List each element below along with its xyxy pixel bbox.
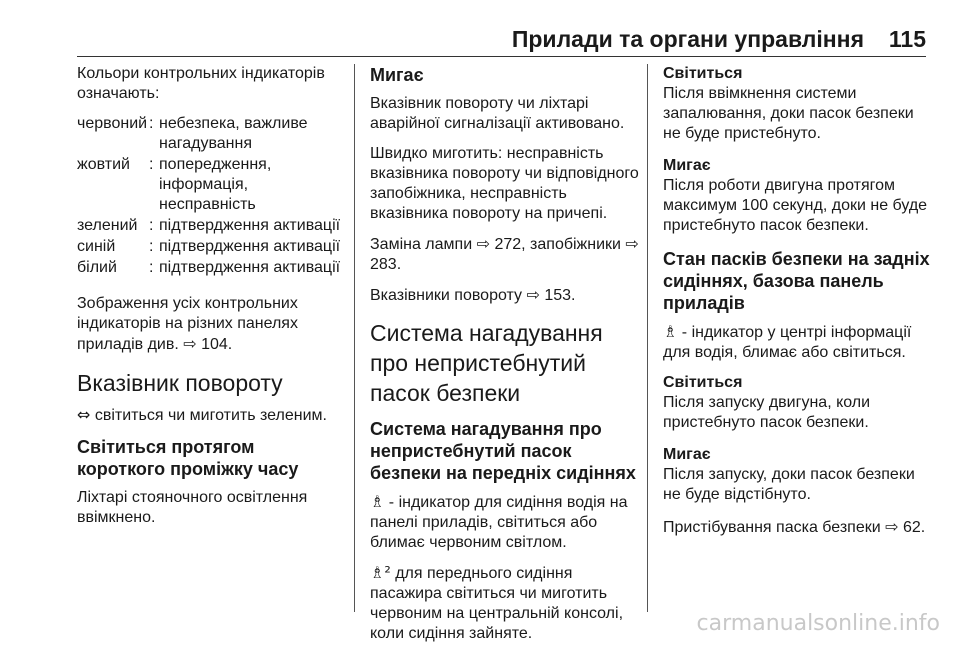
blink-text-1: Після роботи двигуна протягом максимум 100 секунд, доки не буде пристебнуто пасок безпеки. (663, 177, 928, 234)
signals-paragraph (370, 285, 640, 306)
passenger-seatbelt-icon: ♗² (370, 563, 391, 582)
column-2 (370, 64, 640, 654)
color-term: жовтий (77, 156, 130, 173)
blink-text-2: Після запуску, доки пасок безпеки не буде відстібнуто. (663, 466, 915, 503)
color-definitions (77, 114, 342, 278)
signals-ref[interactable]: 153. (544, 287, 576, 304)
lamp-ref-1[interactable]: 272, запобіжники (494, 236, 621, 253)
blink-heading-2: Мигає (663, 446, 711, 463)
fasten-paragraph (663, 517, 933, 538)
column-divider-2 (647, 64, 648, 612)
belt-heading: Система нагадування про непристебнутий пасок безпеки (370, 320, 603, 406)
color-definition-row (77, 237, 342, 257)
short-text: Ліхтарі стояночного освітлення ввімкнено. (77, 489, 308, 526)
page-number: 115 (888, 26, 926, 52)
rear-text: - індикатор у центрі інформації для водія, блимає або світиться. (663, 324, 912, 361)
lit-text-2: Після запуску двигуна, коли пристебнуто пасок безпеки. (663, 394, 871, 431)
color-definition-row (77, 155, 342, 215)
color-definition-row (77, 258, 342, 278)
passenger-text: для переднього сидіння пасажира світиться чи миготить червоним на центральній консолі, коли сидіння зайняте. (370, 565, 624, 642)
color-term: зелений (77, 217, 138, 234)
front-heading: Система нагадування про непристебнутий пасок безпеки на передніх сидіннях (370, 419, 636, 483)
images-ref[interactable]: 104. (201, 336, 233, 353)
page-header (0, 0, 960, 56)
lit-heading-2: Світиться (663, 374, 743, 391)
column-3 (663, 64, 933, 548)
rear-paragraph (663, 322, 933, 363)
lamp-ref-2[interactable]: 283. (370, 256, 402, 273)
color-definition-row (77, 114, 342, 154)
turn-signal-icon: ⇔ (77, 405, 91, 424)
lit-heading-1: Світиться (663, 65, 743, 82)
color-desc: підтвердження активації (159, 259, 341, 276)
seatbelt-icon: ♗ (370, 492, 385, 511)
passenger-paragraph (370, 563, 640, 644)
blink-text: Вказівник повороту чи ліхтарі аварійної сигналізації активовано. (370, 95, 625, 132)
reference-arrow-icon: ⇨ (625, 234, 639, 253)
images-paragraph (77, 294, 342, 355)
color-term: білий (77, 259, 117, 276)
color-desc: попередження, інформація, несправність (159, 156, 272, 213)
images-text: Зображення усіх контрольних індикаторів на різних панелях приладів див. (77, 295, 298, 353)
color-sep: : (149, 156, 154, 173)
page-title: Прилади та органи управління (511, 26, 864, 52)
lit-text-1: Після ввімкнення системи запалювання, доки пасок безпеки не буде пристебнуто. (663, 85, 914, 142)
color-sep: : (149, 259, 154, 276)
rear-heading: Стан пасків безпеки на задніх сидіннях, базова панель приладів (663, 249, 930, 313)
blink-block-1 (663, 156, 933, 236)
colors-intro: Кольори контрольних індикаторів означають: (77, 65, 325, 102)
header-divider (77, 56, 926, 57)
color-sep: : (149, 238, 154, 255)
fasten-ref[interactable]: 62. (902, 519, 926, 536)
color-desc: підтвердження активації (159, 238, 341, 255)
short-heading: Світиться протягом короткого проміжку часу (77, 437, 299, 479)
lit-block-1 (663, 64, 933, 144)
lamp-paragraph (370, 234, 640, 275)
watermark: carmanualsonline.info (696, 611, 940, 636)
color-desc: небезпека, важливе нагадування (159, 115, 308, 152)
lamp-text: Заміна лампи (370, 236, 473, 253)
turn-paragraph (77, 405, 342, 426)
column-1 (77, 64, 342, 538)
reference-arrow-icon: ⇨ (885, 517, 899, 536)
blink-heading-1: Мигає (663, 157, 711, 174)
color-definition-row (77, 216, 342, 236)
reference-arrow-icon: ⇨ (183, 334, 197, 353)
fast-text: Швидко миготить: несправність вказівника повороту чи відповідного запобіжника, несправність вказівника повороту на причепі. (370, 145, 639, 222)
reference-arrow-icon: ⇨ (526, 285, 540, 304)
blink-heading: Мигає (370, 65, 424, 85)
color-term: синій (77, 238, 116, 255)
column-divider-1 (354, 64, 355, 612)
reference-arrow-icon: ⇨ (476, 234, 490, 253)
turn-text: світиться чи миготить зеленим. (94, 407, 327, 424)
fasten-text: Пристібування паска безпеки (663, 519, 881, 536)
color-desc: підтвердження активації (159, 217, 341, 234)
turn-heading: Вказівник повороту (77, 370, 283, 396)
color-sep: : (149, 217, 154, 234)
signals-text: Вказівники повороту (370, 287, 523, 304)
driver-text: - індикатор для сидіння водія на панелі приладів, світиться або блимає червоним світлом. (370, 494, 628, 551)
color-term: червоний (77, 115, 148, 132)
lit-block-2 (663, 373, 933, 433)
seatbelt-icon: ♗ (663, 322, 678, 341)
blink-block-2 (663, 445, 933, 505)
driver-paragraph (370, 492, 640, 553)
color-sep: : (149, 115, 154, 132)
